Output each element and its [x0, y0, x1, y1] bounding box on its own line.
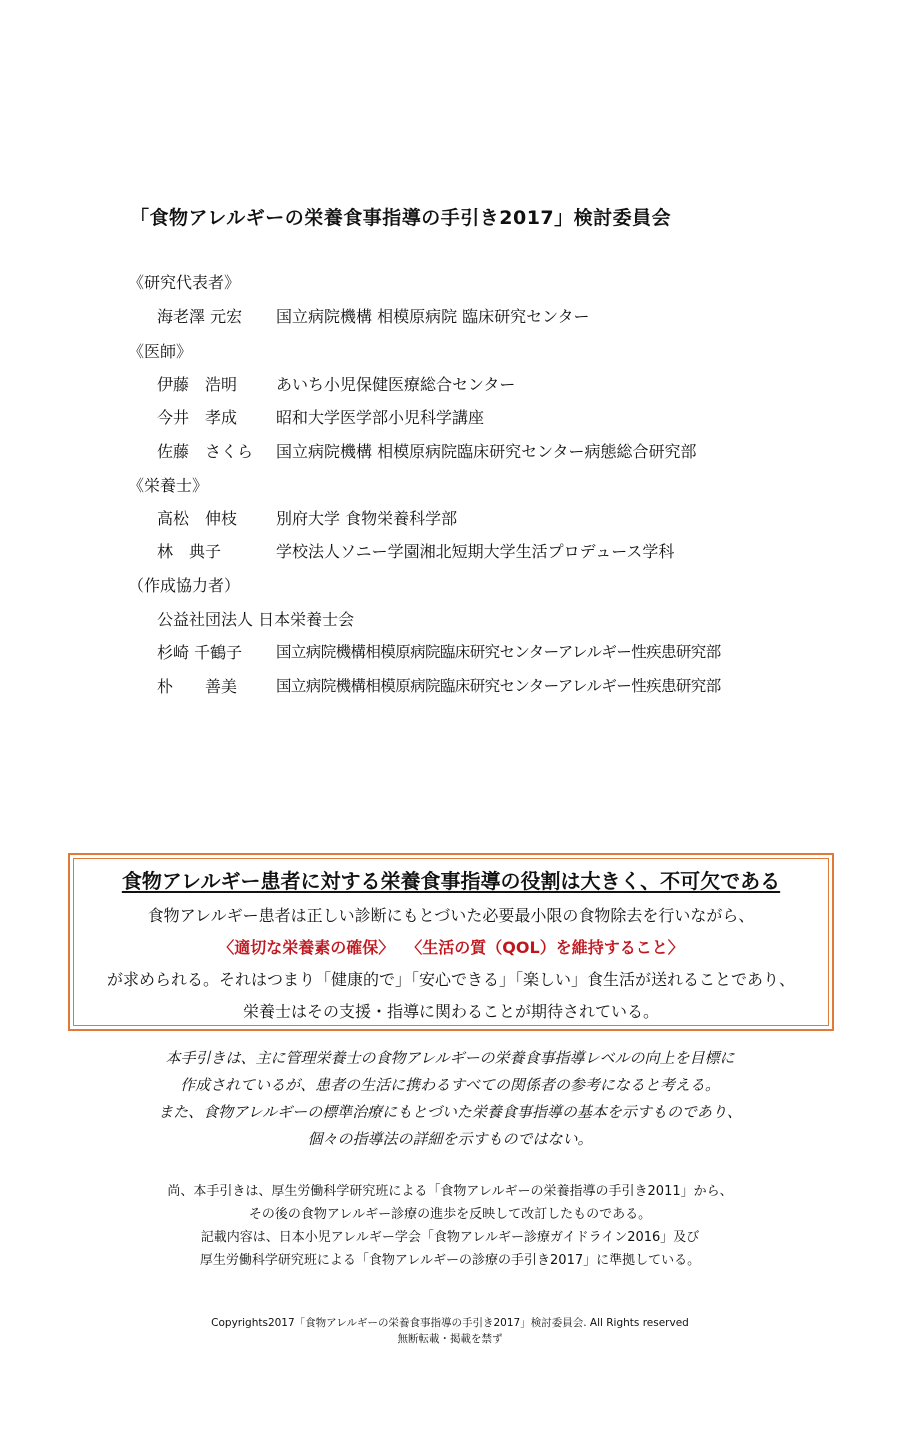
member-org: 昭和大学医学部小児科学講座: [276, 408, 485, 427]
committee-title: 「食物アレルギーの栄養食事指導の手引き2017」検討委員会: [130, 207, 672, 229]
note-line: 個々の指導法の詳細を示すものではない。: [307, 1130, 593, 1148]
copyright-line: Copyrights2017「食物アレルギーの栄養食事指導の手引き2017」検討委員会. All Rights reserved: [211, 1317, 689, 1329]
key-message-highlight: [70, 935, 832, 958]
note-line: 作成されているが、患者の生活に携わるすべての関係者の参考になると考える。: [180, 1076, 720, 1094]
highlight-qol: 〈生活の質（QOL）を維持すること〉: [414, 938, 684, 957]
key-message-line: 栄養士はその支援・指導に関わることが期待されている。: [242, 1002, 659, 1021]
member-name: 朴 善美: [157, 677, 238, 696]
member-org: 国立病院機構 相模原病院 臨床研究センター: [276, 307, 590, 326]
copyright-notice: 無断転載・掲載を禁ず: [397, 1333, 503, 1345]
revision-line: 尚、本手引きは、厚生労働科学研究班による「食物アレルギーの栄養指導の手引き2011」から、: [167, 1184, 733, 1199]
category-research-lead: 《研究代表者》: [128, 273, 241, 292]
member-name: 杉崎 千鶴子: [157, 643, 243, 662]
member-name: 伊藤 浩明: [157, 375, 238, 394]
member-org: 学校法人ソニー学園湘北短期大学生活プロデュース学科: [276, 542, 675, 561]
member-name: 公益社団法人 日本栄養士会: [157, 610, 355, 629]
member-name: 高松 伸枝: [157, 509, 238, 528]
member-name: 今井 孝成: [157, 408, 238, 427]
category-dietitians: 《栄養士》: [128, 476, 209, 495]
revision-line: 記載内容は、日本小児アレルギー学会「食物アレルギー診療ガイドライン2016」及び: [200, 1230, 700, 1245]
note-line: 本手引きは、主に管理栄養士の食物アレルギーの栄養食事指導レベルの向上を目標に: [165, 1049, 735, 1067]
category-contributors: （作成協力者）: [128, 576, 241, 595]
member-name: 海老澤 元宏: [157, 307, 243, 326]
highlight-nutrients: 〈適切な栄養素の確保〉: [218, 938, 395, 957]
member-name: 佐藤 さくら: [157, 442, 254, 461]
member-org: 別府大学 食物栄養科学部: [276, 509, 458, 528]
note-line: また、食物アレルギーの標準治療にもとづいた栄養食事指導の基本を示すものであり、: [158, 1103, 742, 1121]
member-org: 国立病院機構相模原病院臨床研究センターアレルギー性疾患研究部: [276, 677, 721, 695]
key-message-title-text: 食物アレルギー患者に対する栄養食事指導の役割は大きく、不可欠である: [121, 869, 781, 893]
member-org: あいち小児保健医療総合センター: [276, 375, 516, 394]
key-message-line: 食物アレルギー患者は正しい診断にもとづいた必要最小限の食物除去を行いながら、: [147, 906, 755, 925]
key-message-title: [70, 865, 832, 894]
category-doctors: 《医師》: [128, 342, 193, 361]
member-org: 国立病院機構相模原病院臨床研究センターアレルギー性疾患研究部: [276, 643, 721, 661]
key-message-line: が求められる。それはつまり「健康的で」「安心できる」「楽しい」食生活が送れることであり、: [106, 970, 795, 989]
revision-line: 厚生労働科学研究班による「食物アレルギーの診療の手引き2017」に準拠している。: [199, 1253, 701, 1268]
member-name: 林 典子: [157, 542, 222, 561]
revision-line: その後の食物アレルギー診療の進歩を反映して改訂したものである。: [248, 1207, 652, 1222]
key-message-box: [68, 853, 834, 1031]
member-org: 国立病院機構 相模原病院臨床研究センター病態総合研究部: [276, 442, 697, 461]
